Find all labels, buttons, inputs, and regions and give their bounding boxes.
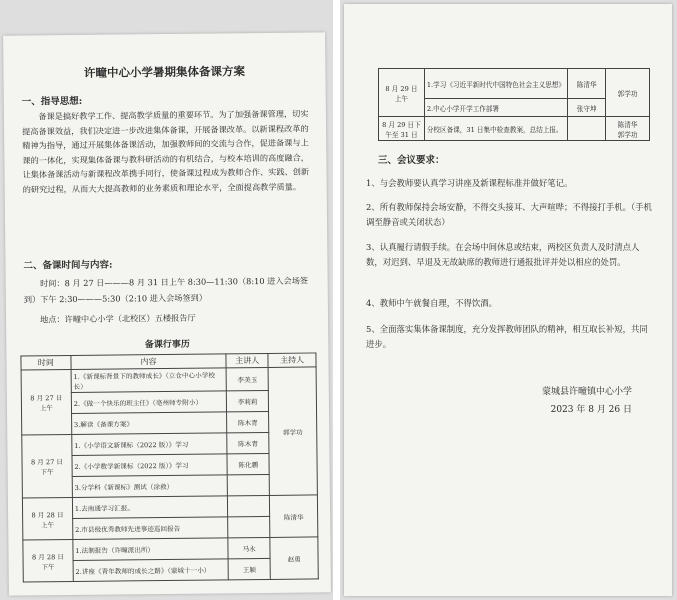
host-cell: 郭学功 xyxy=(606,69,650,117)
table-row-speaker xyxy=(568,117,606,141)
table-row-content: 1.《小学语文新课标（2022 版）》学习 xyxy=(72,433,228,456)
section2-heading: 二、备课时间与内容: xyxy=(23,259,113,272)
block-time: 8 月 27 日 上午 xyxy=(21,370,72,436)
schedule-table xyxy=(20,352,318,582)
table-row-speaker: 张守坤 xyxy=(568,99,606,117)
table-row-content: 3.解读《备课方案》 xyxy=(71,412,227,435)
signature-date: 2023 年 8 月 26 日 xyxy=(550,405,632,415)
left-document-page xyxy=(3,32,331,595)
host-cell: 陈清华 郭学功 xyxy=(606,117,650,141)
host-cell: 赵勇 xyxy=(270,537,318,579)
table-row-speaker xyxy=(228,495,270,516)
table-row-speaker: 马永 xyxy=(228,537,270,558)
table-row-content: 1.学习《习近平新时代中国特色社会主义思想》 xyxy=(424,69,567,99)
table-row-content: 2.中心小学开学工作部署 xyxy=(424,99,567,117)
right-photo xyxy=(340,0,677,600)
signature-org: 蒙城县许疃镇中心小学 xyxy=(541,387,632,397)
table-row-content: 3.分学科《新课标》测试（涂救） xyxy=(72,475,228,498)
place-line: 地点：许疃中心小学（北校区）五楼报告厅 xyxy=(39,312,196,325)
table-row-speaker: 陈清华 xyxy=(568,69,606,99)
block-time: 8 月 28 日 下午 xyxy=(23,540,73,583)
requirement-5: 5、全面落实集体备课制度，充分发挥教师团队的精神，相互取长补短，共同进步。 xyxy=(366,324,648,349)
requirement-2: 2、所有教师保持会场安静，不得交头接耳、大声喧哗；不得接打手机。（手机调至静音或关闭状态） xyxy=(366,202,652,227)
requirement-1: 1、与会教师要认真学习讲座及新课程标准并做好笔记。 xyxy=(366,178,573,188)
block-time: 8 月 29 日 上午 xyxy=(379,69,425,117)
section1-body: 备课是搞好教学工作、提高教学质量的重要环节。为了加强备课管理，切实提高备课效益，我们决定进一步改进集体备课，开展备课改革。以新课程改革的精神为指导，通过开展集体备课活动，加强教师间的交流与合作，促进备课与上课的一体化，实现集体备课与教科研活动的有机结合，与校本培训的高度融合，让集体备课活动与新课程改革携手同行，使备课过程成为教师合作、实践、创新的研究过程，从而大大提高教师的业务素质和理论水平，全面提高教学质量。 xyxy=(22,108,310,195)
block-time: 8 月 29 日下 午至 31 日 xyxy=(379,117,425,141)
schedule-title: 备课行事历 xyxy=(144,339,190,351)
time-line: 时间：8 月 27 日———8 月 31 日上午 8:30—11:30（8:10 进入会场签到）下午 2:30———5:30（2:10 进入会场签到） xyxy=(23,275,309,305)
table-row-content: 1.去南通学习汇报。 xyxy=(72,496,228,519)
table-row-speaker xyxy=(227,474,269,495)
header-host: 主持人 xyxy=(268,353,316,368)
table-row-content: 2.《做一个快乐的班主任》（亳州师专附小） xyxy=(71,391,227,414)
host-cell: 陈清华 xyxy=(270,495,318,537)
requirement-4: 4、教师中午就餐自理，不得饮酒。 xyxy=(366,298,497,308)
table-row-speaker: 王颖 xyxy=(228,558,270,579)
table-row-content: 2.《小学数学新课标（2022 版）》学习 xyxy=(72,454,228,477)
block-time: 8 月 28 日 上午 xyxy=(22,498,72,541)
table-row-speaker: 李美玉 xyxy=(226,367,268,390)
section1-heading: 一、指导思想: xyxy=(21,95,83,108)
table-row-speaker xyxy=(228,516,270,537)
host-cell: 郭学功 xyxy=(268,367,317,495)
table-row-content: 2.讲座《青年教师的成长之路》（蒙城十一小） xyxy=(73,559,229,582)
header-time: 时间 xyxy=(21,356,71,371)
table-row-content: 1.《新课标背景下的教师成长》（立仓中心小学校长） xyxy=(71,368,227,393)
table-row-content: 分校区备课，31 日集中检查教案，总结上报。 xyxy=(424,117,567,141)
block-time: 8 月 27 日 下午 xyxy=(22,435,72,499)
requirement-3: 3、认真履行请假手续。在会场中间休息或结束，两校区负责人及时清点人数，对迟到、早退及无故缺席的教师进行通报批评并处以相应的处罚。 xyxy=(366,242,640,267)
table-row-speaker: 陈木青 xyxy=(227,432,269,453)
table-row-speaker: 李莉莉 xyxy=(227,390,269,411)
section3-heading: 三、会议要求： xyxy=(378,155,445,166)
left-photo xyxy=(0,0,333,600)
document-title: 许疃中心小学暑期集体备课方案 xyxy=(83,64,246,80)
table-row-content: 2.市县级优秀教师先进事迹巡回报告 xyxy=(72,517,228,540)
table-row-content: 1.法制报告（许疃派出所） xyxy=(73,538,229,561)
right-document-page xyxy=(344,4,672,596)
table-row-speaker: 陈化鹏 xyxy=(227,453,269,474)
schedule-table-continued xyxy=(378,68,650,141)
header-speaker: 主讲人 xyxy=(226,353,268,367)
table-row-speaker: 陈木青 xyxy=(227,411,269,432)
header-content: 内容 xyxy=(71,354,227,370)
